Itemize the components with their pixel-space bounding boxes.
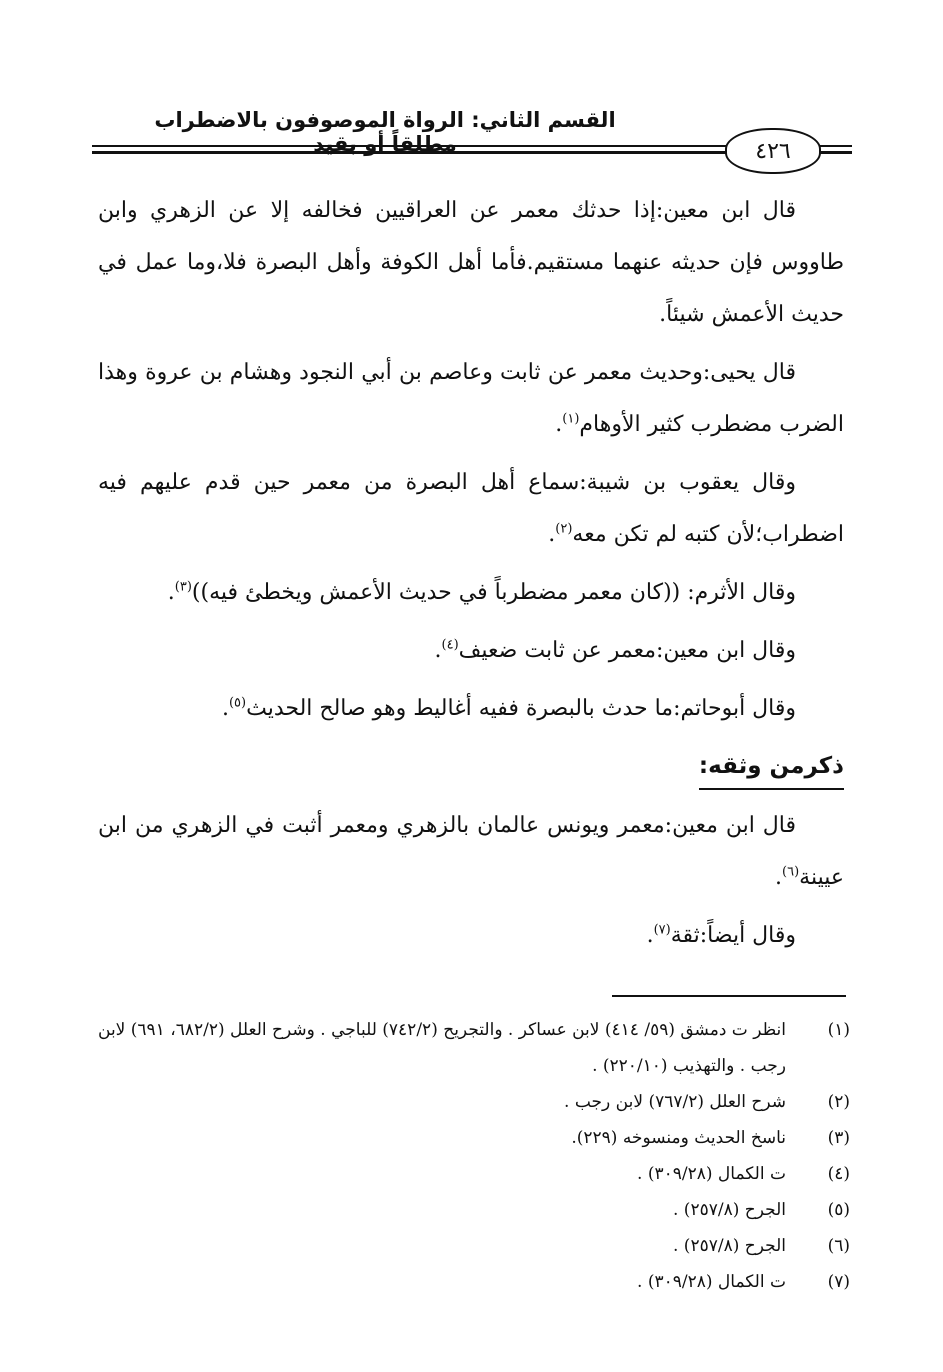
paragraph: وقال أبوحاتم:ما حدث بالبصرة ففيه أغاليط وهو صالح الحديث$^{(٥)}$. (221, 695, 796, 721)
paragraph: قال ابن معين:إذا حدثك معمر عن العراقيين فخالفه إلا عن الزهري وابن طاووس فإن حديثه عنهما مستقيم.فأما أهل الكوفة وأهل البصرة فلا،وما عمل في حديث الأعمش شيئاً. (98, 198, 844, 327)
running-header-title: القسم الثاني: الرواة الموصوفون بالاضطراب مطلقاً أو بقيد (154, 108, 616, 156)
footnote (98, 1012, 850, 1084)
footnote-text: الجرح (٢٥٧/٨) . (673, 1200, 786, 1220)
footnote-text: شرح العلل (٧٦٧/٢) لابن رجب . (564, 1092, 786, 1112)
section-heading: ذكرمن وثقه: (699, 744, 844, 790)
footnote-ref: (٥) (228, 695, 247, 711)
footnote (98, 1120, 850, 1156)
paragraph: وقال ابن معين:معمر عن ثابت ضعيف$^{(٤)}$. (434, 637, 796, 663)
footnote-ref: (١) (562, 411, 580, 427)
footnote-ref: (٢) (555, 521, 573, 537)
footnote-number: (١) (827, 1020, 850, 1040)
paragraph: وقال يعقوب بن شيبة:سماع أهل البصرة من معمر حين قدم عليهم فيه اضطراب؛لأن كتبه لم تكن معه$^{(٢)}$. (98, 470, 844, 547)
paragraph: وقال أيضاً:ثقة$^{(٧)}$. (646, 922, 796, 948)
paragraph: وقال الأثرم: ((كان معمر مضطرباً في حديث الأعمش ويخطئ فيه))$^{(٣)}$. (167, 579, 796, 605)
footnote-number: (٢) (827, 1092, 850, 1112)
footnote-number: (٣) (827, 1128, 850, 1148)
footnote (98, 1228, 850, 1264)
page-number: ٤٢٦ (755, 138, 791, 164)
footnote-number: (٤) (827, 1164, 850, 1184)
footnote-number: (٥) (827, 1200, 850, 1220)
footnote-separator (612, 995, 846, 997)
footnotes (98, 1012, 850, 1300)
footnote-ref: (٤) (441, 637, 459, 653)
footnote-ref: (٧) (653, 922, 671, 938)
page-number-badge (725, 128, 821, 174)
main-body (98, 185, 844, 968)
footnote-number: (٧) (827, 1272, 850, 1292)
footnote-ref: (٣) (174, 579, 192, 595)
section-heading-wrap (98, 741, 844, 800)
footnote (98, 1192, 850, 1228)
footnote-number: (٦) (827, 1236, 850, 1256)
paragraph: قال ابن معين:معمر ويونس عالمان بالزهري ومعمر أثبت في الزهري من ابن عيينة$^{(٦)}$. (98, 813, 844, 890)
footnote-text: انظر ت دمشق (٥٩/ ٤١٤) لابن عساكر . والتجريح (٧٤٢/٢) للباجي . وشرح العلل (٦٨٢/٢، ٦٩١) لابن رجب . والتهذيب (٢٢٠/١٠) . (98, 1020, 787, 1076)
footnote (98, 1084, 850, 1120)
footnote-text: ت الكمال (٣٠٩/٢٨) . (637, 1272, 786, 1292)
footnote-ref: (٦) (782, 864, 800, 880)
footnote (98, 1264, 850, 1300)
footnote (98, 1156, 850, 1192)
footnote-text: ناسخ الحديث ومنسوخه (٢٢٩). (571, 1128, 786, 1148)
paragraph: قال يحيى:وحديث معمر عن ثابت وعاصم بن أبي النجود وهشام بن عروة وهذا الضرب مضطرب كثير الأوهام$^{(١)}$. (98, 360, 844, 437)
footnote-text: الجرح (٢٥٧/٨) . (673, 1236, 786, 1256)
footnote-text: ت الكمال (٣٠٩/٢٨) . (637, 1164, 786, 1184)
